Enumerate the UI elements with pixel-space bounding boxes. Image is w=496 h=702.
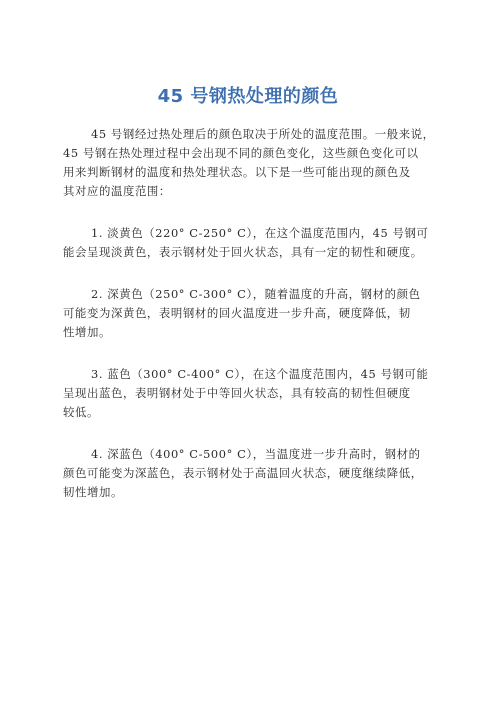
paragraph-line: 能会呈现淡黄色，表示钢材处于回火状态，具有一定的韧性和硬度。 bbox=[63, 245, 423, 259]
paragraph-line: 3. 蓝色（300° C-400° C），在这个温度范围内，45 号钢可能 bbox=[91, 367, 429, 381]
paragraph-line: 可能变为深黄色，表明钢材的回火温度进一步升高，硬度降低，韧 bbox=[63, 306, 411, 320]
document-title: 45 号钢热处理的颜色 bbox=[157, 86, 339, 107]
paragraph-line: 颜色可能变为深蓝色，表示钢材处于高温回火状态，硬度继续降低， bbox=[63, 466, 423, 480]
paragraph-line: 4. 深蓝色（400° C-500° C），当温度进一步升高时，钢材的 bbox=[91, 447, 421, 461]
paragraph-line: 性增加。 bbox=[63, 325, 111, 339]
paragraph-line: 用来判断钢材的温度和热处理状态。以下是一些可能出现的颜色及 bbox=[63, 165, 411, 179]
paragraph-line: 2. 深黄色（250° C-300° C），随着温度的升高，钢材的颜色 bbox=[91, 287, 421, 301]
paragraph-line: 较低。 bbox=[63, 405, 99, 419]
paragraph-line: 45 号钢在热处理过程中会出现不同的颜色变化，这些颜色变化可以 bbox=[63, 146, 419, 160]
paragraph-line: 1. 淡黄色（220° C-250° C），在这个温度范围内，45 号钢可 bbox=[91, 226, 429, 240]
paragraph-line: 45 号钢经过热处理后的颜色取决于所处的温度范围。一般来说， bbox=[91, 127, 435, 141]
paragraph-line: 韧性增加。 bbox=[63, 485, 123, 499]
paragraph-line: 其对应的温度范围： bbox=[63, 184, 171, 198]
paragraph-line: 呈现出蓝色，表明钢材处于中等回火状态，具有较高的韧性但硬度 bbox=[63, 386, 411, 400]
